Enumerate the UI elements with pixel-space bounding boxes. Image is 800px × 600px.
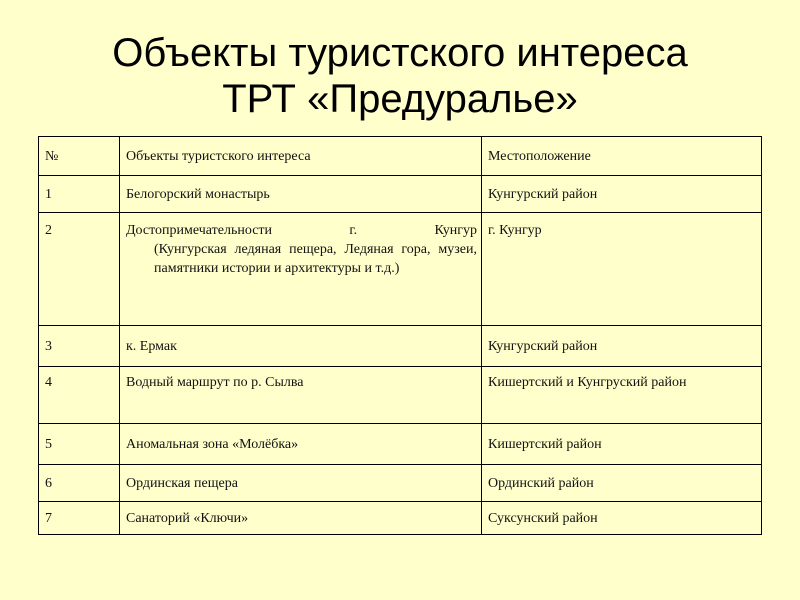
row-num: 5 <box>39 424 120 465</box>
row-location: Кишертский район <box>482 424 762 465</box>
row-object: Водный маршрут по р. Сылва <box>120 367 482 424</box>
row-object: Аномальная зона «Молёбка» <box>120 424 482 465</box>
title-line-2: ТРТ «Предуралье» <box>222 77 578 121</box>
header-location: Местоположение <box>482 137 762 176</box>
row-location: Суксунский район <box>482 502 762 535</box>
row-object-details: (Кунгурская ледяная пещера, Ледяная гора, музеи, памятники истории и архитектуры и т.д.) <box>154 242 477 276</box>
page-title <box>0 30 800 122</box>
row-object: к. Ермак <box>120 326 482 367</box>
row-num: 2 <box>39 213 120 326</box>
table-row <box>39 367 762 424</box>
row-object: Ординская пещера <box>120 465 482 502</box>
row-num: 6 <box>39 465 120 502</box>
table-row <box>39 326 762 367</box>
table-row <box>39 213 762 326</box>
table-row <box>39 424 762 465</box>
table-row <box>39 502 762 535</box>
row-num: 7 <box>39 502 120 535</box>
tourism-objects-table <box>38 136 762 535</box>
header-num: № <box>39 137 120 176</box>
row-object: Белогорский монастырь <box>120 176 482 213</box>
row-location: Кишертский и Кунгруский район <box>482 367 762 424</box>
title-line-1: Объекты туристского интереса <box>112 31 688 75</box>
row-num: 3 <box>39 326 120 367</box>
row-num: 1 <box>39 176 120 213</box>
table-row <box>39 176 762 213</box>
row-object <box>120 213 482 326</box>
row-location: Кунгурский район <box>482 326 762 367</box>
header-object: Объекты туристского интереса <box>120 137 482 176</box>
row-object: Санаторий «Ключи» <box>120 502 482 535</box>
row-num: 4 <box>39 367 120 424</box>
row-location: Кунгурский район <box>482 176 762 213</box>
row-object-first-line: Достопримечательности г. Кунгур <box>126 223 477 238</box>
row-location: Ординский район <box>482 465 762 502</box>
table-header-row <box>39 137 762 176</box>
table-row <box>39 465 762 502</box>
row-location: г. Кунгур <box>482 213 762 326</box>
